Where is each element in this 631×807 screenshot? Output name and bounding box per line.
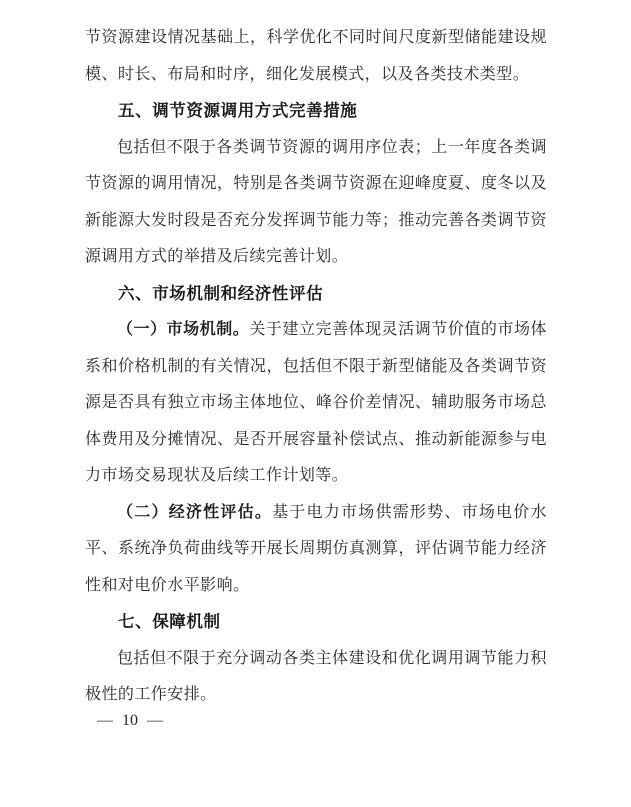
section-5-paragraph: 包括但不限于各类调节资源的调用序位表；上一年度各类调节资源的调用情况，特别是各类调节资源在迎峰度夏、度冬以及新能源大发时段是否充分发挥调节能力等；推动完善各类调节资源调用方式的举措及后续完善计划。 [85, 138, 547, 265]
document-content [85, 20, 547, 714]
section-6-item-1-label: （一）市场机制。 [117, 321, 250, 338]
section-6-item-1-text: 关于建立完善体现灵活调节价值的市场体系和价格机制的有关情况，包括但不限于新型储能及各类调节资源是否具有独立市场主体地位、峰谷价差情况、辅助服务市场总体费用及分摊情况、是否开展容量补偿试点、推动新能源参与电力市场交易现状及后续工作计划等。 [85, 321, 547, 484]
section-7-heading: 七、保障机制 [118, 613, 221, 631]
section-6-item-2 [85, 495, 547, 605]
section-6-item-2-text: 基于电力市场供需形势、市场电价水平、系统净负荷曲线等开展长周期仿真测算，评估调节能力经济性和对电价水平影响。 [85, 503, 547, 594]
section-6-item-2-label: （二）经济性评估。 [117, 503, 273, 521]
paragraph-intro-continuation: 节资源建设情况基础上，科学优化不同时间尺度新型储能建设规模、时长、布局和时序，细化发展模式，以及各类技术类型。 [85, 29, 547, 83]
page-number: 10 [122, 712, 138, 729]
page-number-footer [88, 712, 172, 730]
page-number-dash-left: — [97, 712, 113, 729]
page-number-dash-right: — [147, 712, 163, 729]
section-6-heading: 六、市场机制和经济性评估 [118, 284, 324, 303]
section-5-heading: 五、调节资源调用方式完善措施 [118, 102, 358, 120]
section-6-item-1 [85, 312, 547, 495]
section-7-paragraph: 包括但不限于充分调动各类主体建设和优化调用调节能力积极性的工作安排。 [85, 649, 547, 703]
